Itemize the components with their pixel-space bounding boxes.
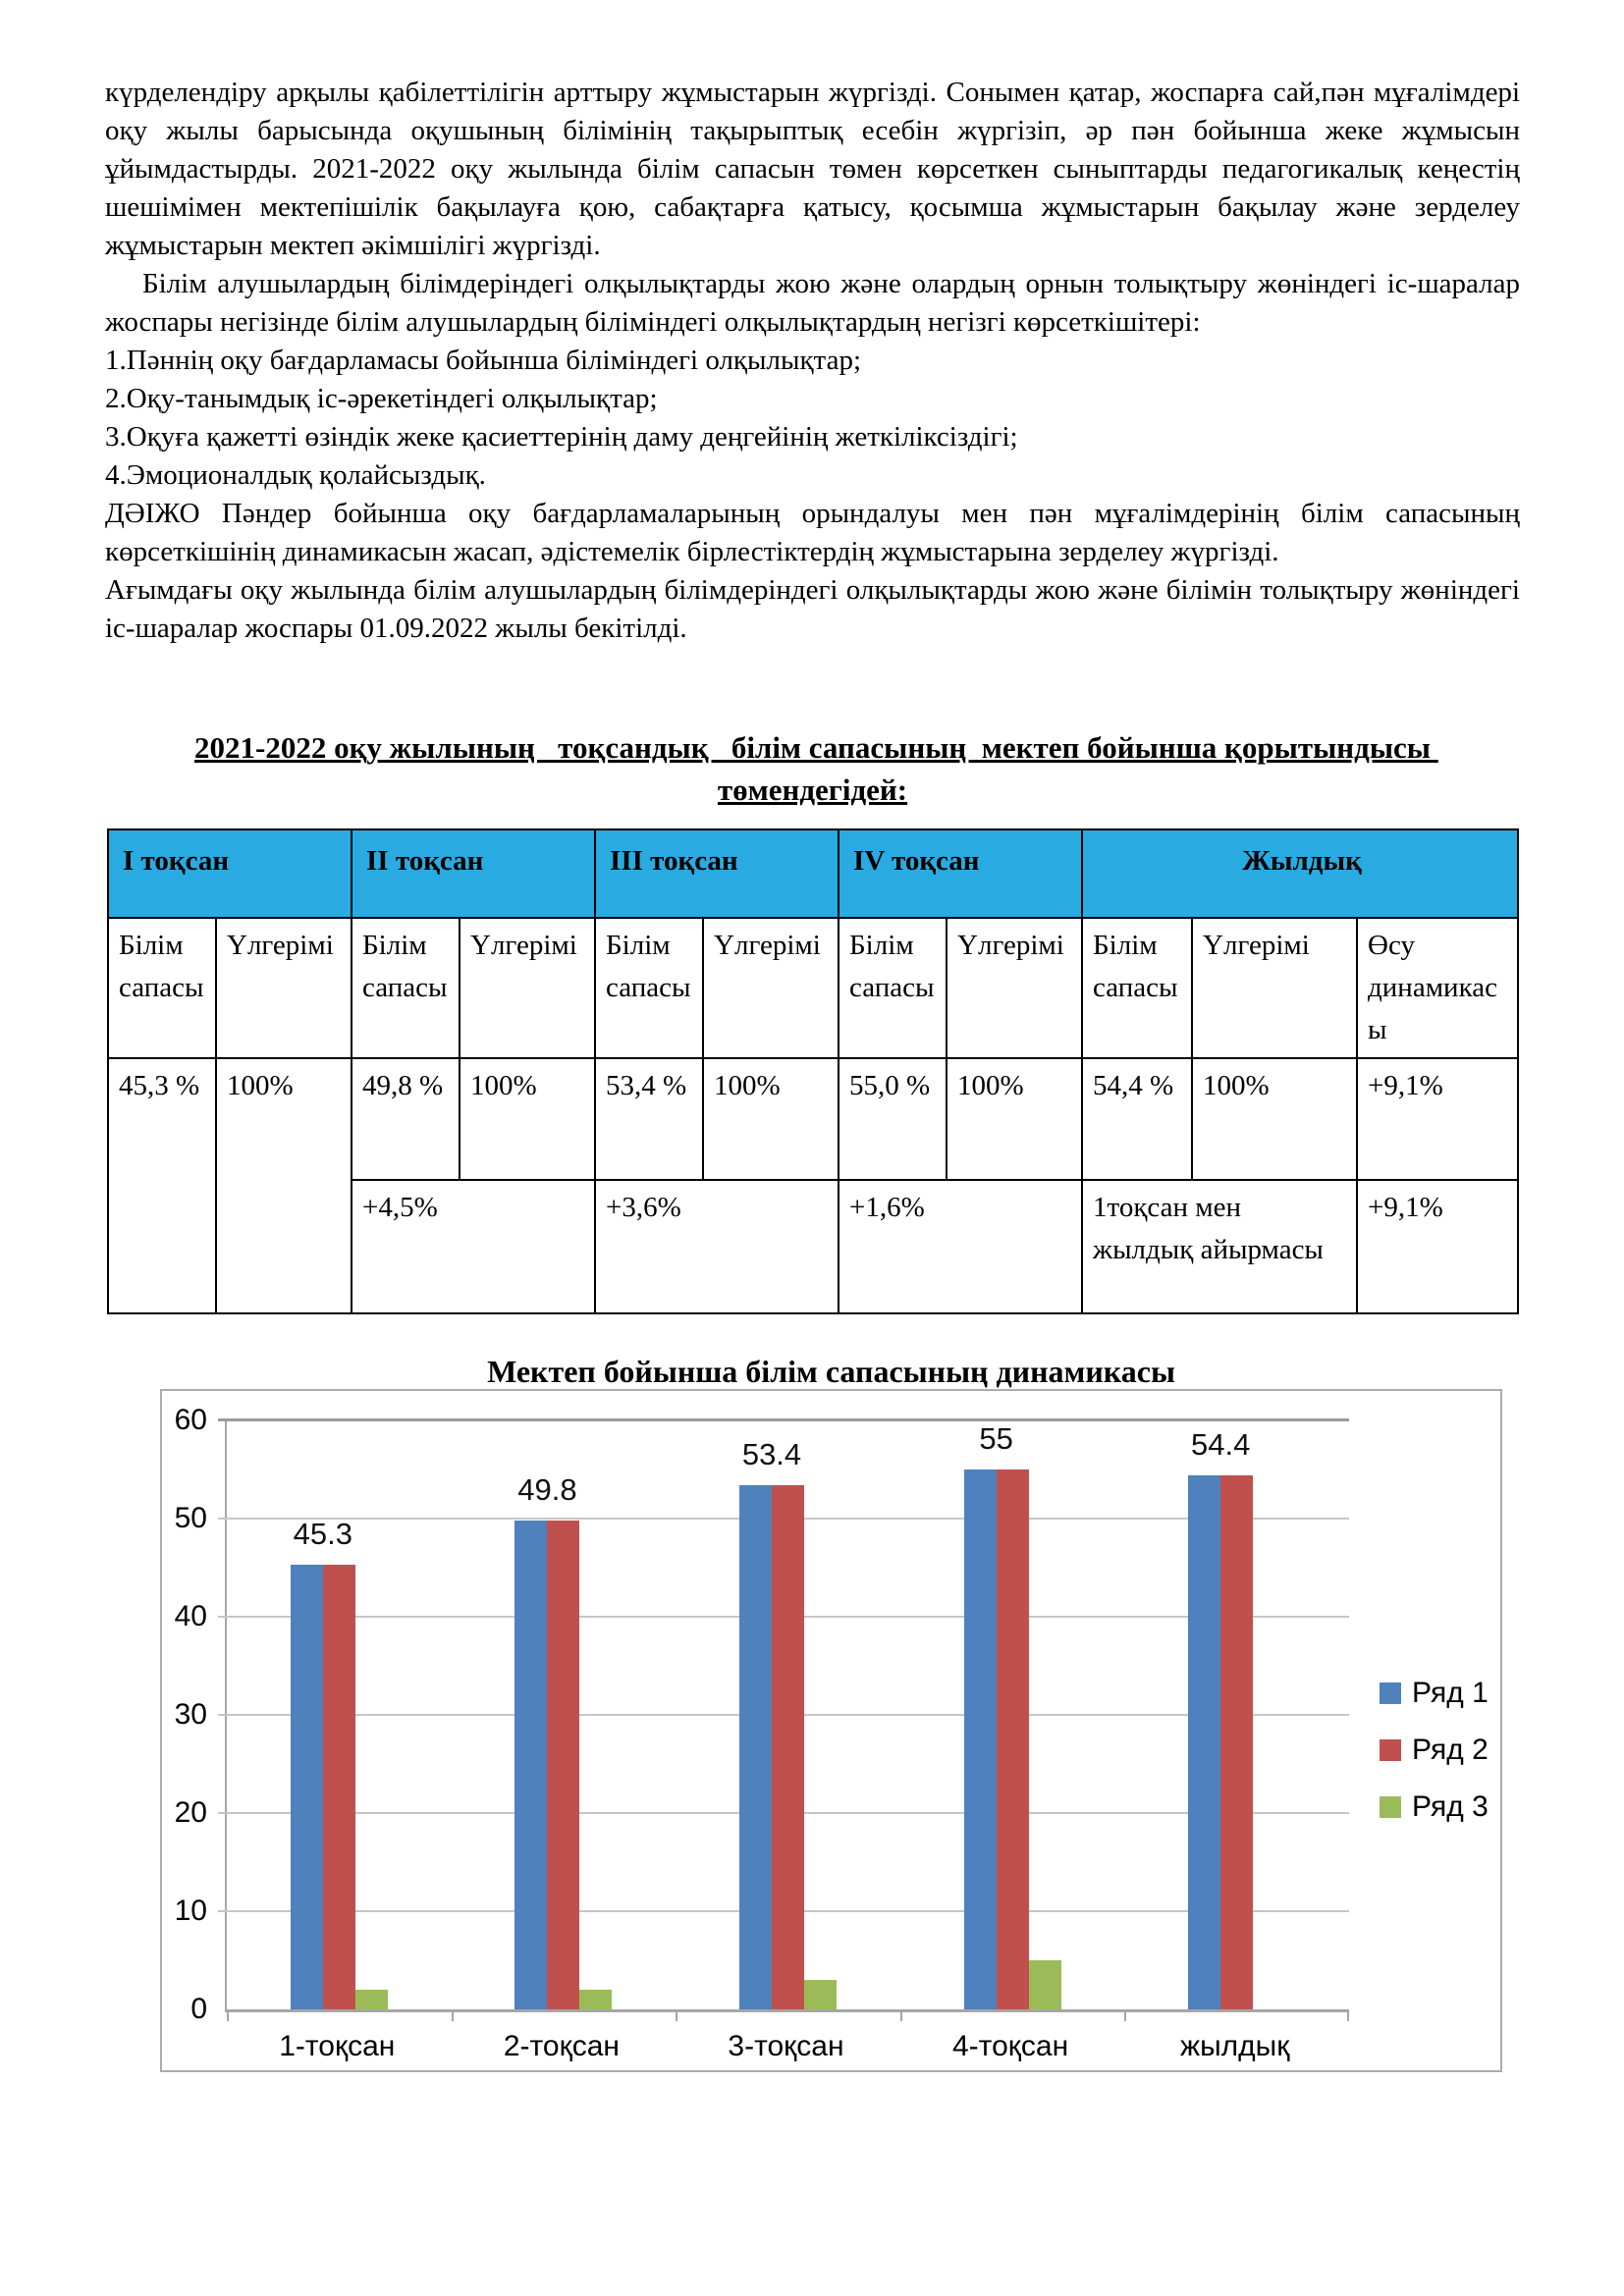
gridline xyxy=(218,1418,1349,1421)
x-axis-tick xyxy=(1124,2012,1126,2021)
subheader-cell: Үлгерімі xyxy=(216,918,352,1058)
bar-2-1-тоқсан xyxy=(323,1565,355,2009)
legend-swatch xyxy=(1380,1739,1401,1761)
delta-cell: +4,5% xyxy=(352,1180,595,1313)
delta-note-cell: 1тоқсан мен жылдық айырмасы xyxy=(1082,1180,1357,1313)
header-quarter-2: ІІ тоқсан xyxy=(352,829,595,918)
bar-data-label: 54.4 xyxy=(1191,1427,1251,1462)
bar-1-жылдық xyxy=(1188,1475,1220,2009)
bar-data-label: 55 xyxy=(979,1421,1013,1456)
legend-item xyxy=(1380,1674,1489,1712)
header-quarter-3: ІІІ тоқсан xyxy=(595,829,839,918)
subheader-cell: Үлгерімі xyxy=(1192,918,1357,1058)
x-axis-tick xyxy=(452,2012,454,2021)
legend-swatch xyxy=(1380,1796,1401,1818)
legend-item xyxy=(1380,1731,1489,1769)
bar-3-2-тоқсан xyxy=(579,1990,612,2009)
y-axis xyxy=(162,1404,215,2025)
header-quarter-4: ІV тоқсан xyxy=(839,829,1082,918)
subheader-cell: Білім сапасы xyxy=(595,918,703,1058)
y-axis-tick-label: 0 xyxy=(190,1993,207,2025)
value-cell: 45,3 % xyxy=(108,1058,216,1313)
legend-label: Ряд 1 xyxy=(1412,1677,1489,1709)
chart-title: Мектеп бойынша білім сапасының динамикасы xyxy=(487,1354,1175,1389)
bar-1-2-тоқсан xyxy=(514,1521,547,2009)
table-header-row xyxy=(108,829,1518,918)
legend-swatch xyxy=(1380,1682,1401,1704)
bar-data-label: 53.4 xyxy=(741,1437,802,1471)
deficiency-list xyxy=(105,342,1520,495)
x-axis-tick xyxy=(676,2012,677,2021)
bar-3-1-тоқсан xyxy=(355,1990,388,2009)
y-axis-tick-label: 10 xyxy=(174,1895,207,1927)
x-axis-category-label: 3-тоқсан xyxy=(728,2030,844,2062)
x-axis-category-label: 1-тоқсан xyxy=(279,2030,396,2062)
subheader-cell: Білім сапасы xyxy=(1082,918,1192,1058)
x-axis-tick xyxy=(900,2012,902,2021)
bar-2-жылдық xyxy=(1220,1475,1253,2009)
y-axis-tick-label: 60 xyxy=(174,1404,207,1436)
value-cell: 53,4 % xyxy=(595,1058,703,1180)
table-subheader-row xyxy=(108,918,1518,1058)
paragraph-4: Ағымдағы оқу жылында білім алушылардың білімдеріндегі олқылықтарды жою және білімін толықтыру жөніндегі іс-шаралар жоспары 01.09.2022 жылы бекітілді. xyxy=(105,574,1520,644)
paragraph-1: күрделендіру арқылы қабілеттілігін арттыру жұмыстарын жүргізді. Сонымен қатар, жоспарға сай,пән мұғалімдері оқу жылы барысында оқушының білімінің тақырыптық есебін жүргізіп, әр пән бойынша жеке жұмысын ұйымдастырды. 2021-2022 оқу жылында білім сапасын төмен көрсеткен сыныптарды педагогикалық кеңестің шешімімен мектепішілік бақылауға қою, сабақтарға қатысу, қосымша жұмыстарын бақылау және зерделеу жұмыстарын мектеп әкімшілігі жүргізді. xyxy=(105,77,1520,261)
chart-legend xyxy=(1380,1674,1489,1844)
quality-dynamics-chart xyxy=(160,1389,1502,2072)
value-cell: 100% xyxy=(216,1058,352,1313)
value-cell: 100% xyxy=(1192,1058,1357,1180)
plot-area xyxy=(225,1420,1349,2012)
subheader-cell: Білім сапасы xyxy=(352,918,460,1058)
subheader-cell: Үлгерімі xyxy=(703,918,839,1058)
section-heading: 2021-2022 оқу жылының тоқсандық білім сапасының мектеп бойынша қорытындысы төмендегідей: xyxy=(194,730,1438,807)
y-axis-tick-label: 20 xyxy=(174,1796,207,1829)
header-annual: Жылдық xyxy=(1082,829,1518,918)
bar-2-4-тоқсан xyxy=(997,1469,1029,2009)
x-axis-category-label: 4-тоқсан xyxy=(952,2030,1069,2062)
x-axis-tick xyxy=(227,2012,229,2021)
list-item-2: 2.Оқу-танымдық іс-әрекетіндегі олқылықтар; xyxy=(105,383,658,414)
list-item-4: 4.Эмоционалдық қолайсыздық. xyxy=(105,459,486,491)
paragraph-3: ДӘІЖО Пәндер бойынша оқу бағдарламаларының орындалуы мен пән мұғалімдерінің білім сапасының көрсеткішінің динамикасын жасап, әдістемелік бірлестіктердің жұмыстарына зерделеу жүргізді. xyxy=(105,498,1520,567)
legend-label: Ряд 3 xyxy=(1412,1790,1489,1823)
value-cell: 55,0 % xyxy=(839,1058,947,1180)
value-cell: 100% xyxy=(460,1058,595,1180)
bar-1-3-тоқсан xyxy=(739,1485,772,2009)
value-cell: 54,4 % xyxy=(1082,1058,1192,1180)
bar-1-4-тоқсан xyxy=(964,1469,997,2009)
table-values-row xyxy=(108,1058,1518,1180)
bar-3-3-тоқсан xyxy=(804,1980,837,2009)
subheader-cell: Үлгерімі xyxy=(460,918,595,1058)
quarter-results-table xyxy=(107,828,1519,1314)
subheader-cell: Білім сапасы xyxy=(839,918,947,1058)
x-axis-tick xyxy=(1347,2012,1349,2021)
x-axis-category-label: 2-тоқсан xyxy=(503,2030,620,2062)
paragraph-2: Білім алушылардың білімдеріндегі олқылықтарды жою және олардың орнын толықтыру жөніндегі іс-шаралар жоспары негізінде білім алушылардың біліміндегі олқылықтардың негізгі көрсеткішітері: xyxy=(105,268,1520,338)
bar-3-4-тоқсан xyxy=(1029,1960,1061,2009)
y-axis-tick-label: 50 xyxy=(174,1502,207,1534)
y-axis-tick-label: 40 xyxy=(174,1600,207,1632)
bar-data-label: 49.8 xyxy=(517,1472,577,1507)
y-axis-tick-label: 30 xyxy=(174,1698,207,1731)
list-item-3: 3.Оқуға қажетті өзіндік жеке қасиеттерінің даму деңгейінің жеткіліксіздігі; xyxy=(105,421,1018,453)
legend-label: Ряд 2 xyxy=(1412,1734,1489,1766)
delta-cell: +9,1% xyxy=(1357,1180,1518,1313)
delta-cell: +1,6% xyxy=(839,1180,1082,1313)
bar-1-1-тоқсан xyxy=(291,1565,323,2009)
bar-2-3-тоқсан xyxy=(772,1485,804,2009)
value-cell: 100% xyxy=(947,1058,1082,1180)
bar-data-label: 45.3 xyxy=(293,1517,352,1551)
subheader-cell: Өсу динамикасы xyxy=(1357,918,1518,1058)
delta-cell: +3,6% xyxy=(595,1180,839,1313)
bar-2-2-тоқсан xyxy=(547,1521,579,2009)
subheader-cell: Үлгерімі xyxy=(947,918,1082,1058)
list-item-1: 1.Пәннің оқу бағдарламасы бойынша біліміндегі олқылықтар; xyxy=(105,345,862,376)
value-cell: 49,8 % xyxy=(352,1058,460,1180)
value-cell: +9,1% xyxy=(1357,1058,1518,1180)
subheader-cell: Білім сапасы xyxy=(108,918,216,1058)
x-axis-category-label: жылдық xyxy=(1180,2030,1290,2062)
value-cell: 100% xyxy=(703,1058,839,1180)
legend-item xyxy=(1380,1788,1489,1826)
header-quarter-1: І тоқсан xyxy=(108,829,352,918)
x-axis-labels xyxy=(225,2027,1347,2065)
